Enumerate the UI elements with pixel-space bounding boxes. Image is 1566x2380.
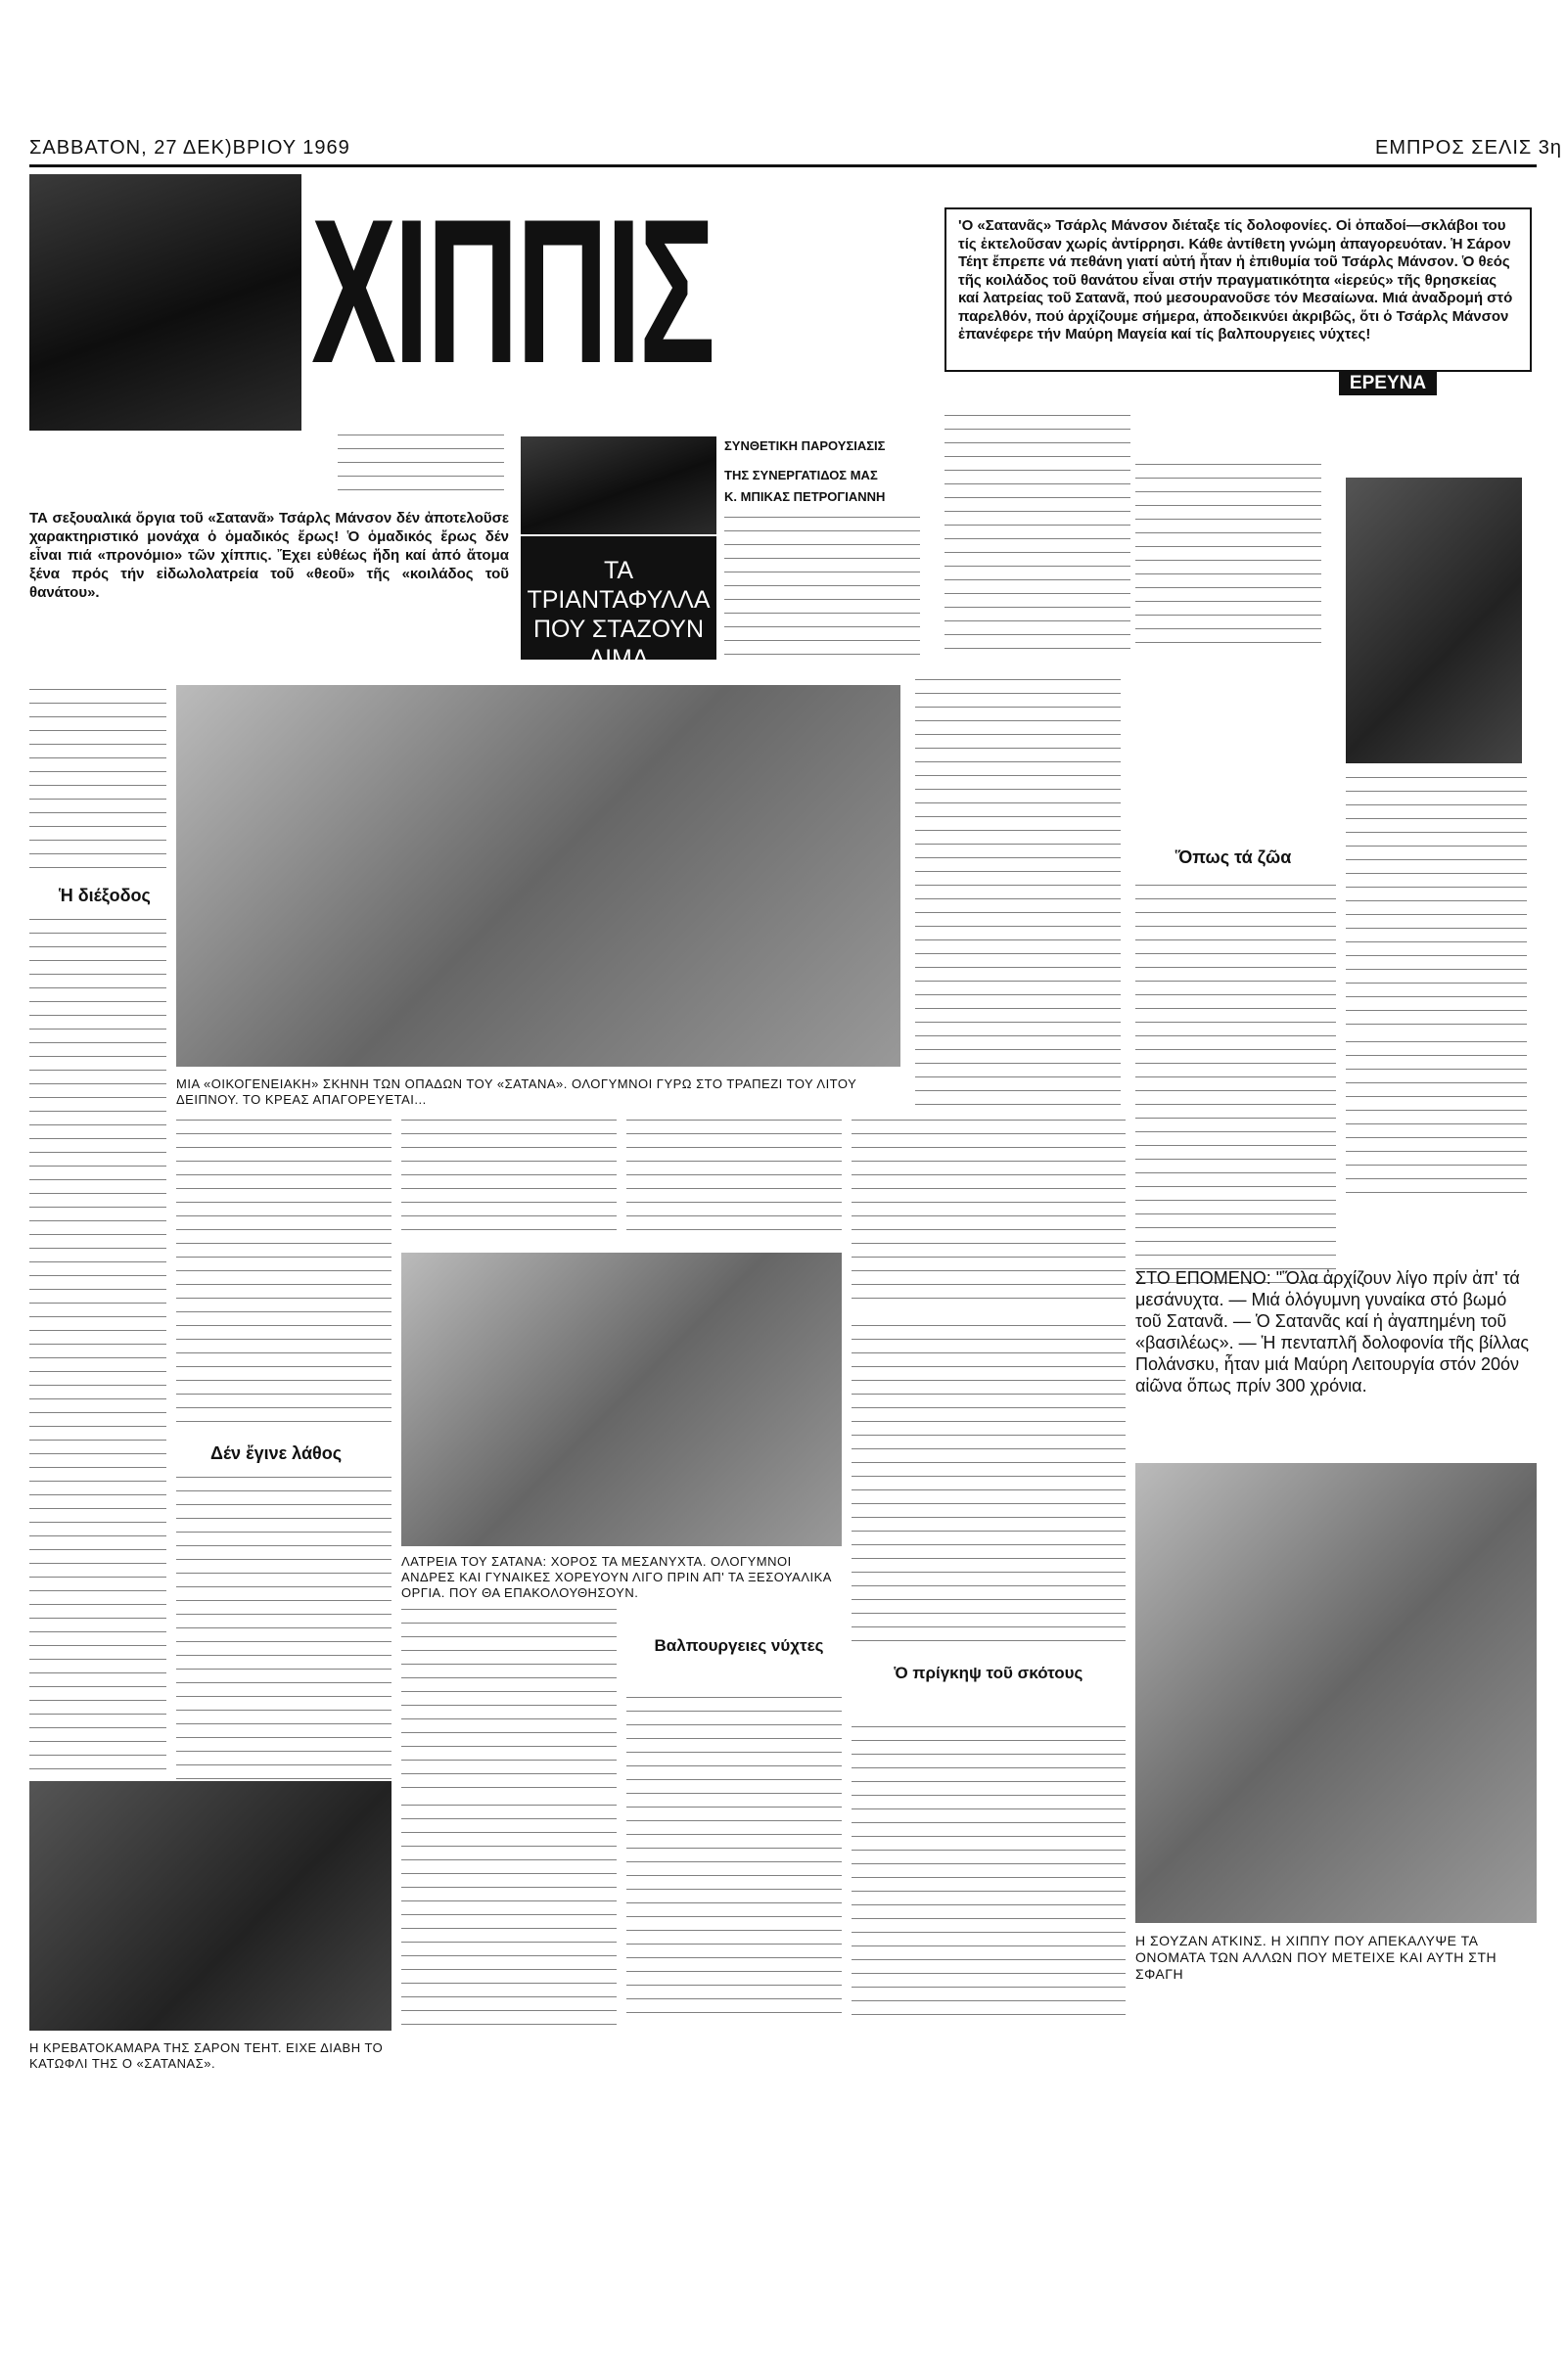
subhead-opos-ta-zoa: Ὅπως τά ζῶα bbox=[1174, 847, 1292, 867]
atkins-caption: Η ΣΟΥΖΑΝ ΑΤΚΙΝΣ. Η ΧΙΠΠΥ ΠΟΥ ΑΠΕΚΑΛΥΨΕ ΤΑ ΟΝΟΜΑΤΑ ΤΩΝ ΑΛΛΩΝ ΠΟΥ ΜΕΤΕΙΧΕ ΚΑΙ ΑΥΤΗ ΣΤΗ ΣΦΑΓΗ bbox=[1135, 1933, 1497, 1982]
portrait-photo bbox=[29, 174, 301, 431]
atkins-photo bbox=[1135, 1463, 1537, 1923]
column-text bbox=[176, 1116, 392, 1429]
lede: ΤΑ σεξουαλικά ὄργια τοῦ «Σατανᾶ» Τσάρλς Μάνσον δέν ἀποτελοῦσε χαρακτηριστικό μονάχα ὁ ὁμαδικός ἔρως! Ὁ ὁμαδικός ἔρως δέν εἶναι πιά «προνόμιο» τῶν χίππις. Ἔχει εὐθέως ἤδη καί ἀπό ἄτομα ξένα πρός τήν εἰδωλολατρεία τοῦ «θεοῦ» τῆς «κοιλάδος τοῦ θανάτου». bbox=[29, 510, 509, 601]
column-text bbox=[401, 1605, 617, 1791]
header-rule bbox=[29, 164, 1537, 167]
subhead-den-egine-lathos: Δέν ἔγινε λάθος bbox=[210, 1443, 343, 1463]
series-sub: ΤΗΣ ΣΥΝΕΡΓΑΤΙΔΟΣ ΜΑΣ bbox=[724, 468, 878, 482]
headline: ΧΙΠΠΙΣ bbox=[311, 176, 714, 406]
bedroom-caption: Η ΚΡΕΒΑΤΟΚΑΜΑΡΑ ΤΗΣ ΣΑΡΟΝ ΤΕΗΤ. ΕΙΧΕ ΔΙΑΒΗ ΤΟ ΚΑΤΩΦΛΙ ΤΗΣ Ο «ΣΑΤΑΝΑΣ». bbox=[29, 2040, 384, 2071]
subhead-prigkips: Ὁ πρίγκηψ τοῦ σκότους bbox=[894, 1664, 1083, 1682]
column-text bbox=[724, 513, 920, 660]
issue-date: ΣΑΒΒΑΤΟΝ, 27 ΔΕΚ)ΒΡΙΟΥ 1969 bbox=[29, 137, 350, 159]
column-text bbox=[1346, 773, 1527, 1028]
subhead-valpourgeies: Βαλπουργειες νύχτες bbox=[654, 1636, 824, 1655]
series-label: ΣΥΝΘΕΤΙΚΗ ΠΑΡΟΥΣΙΑΣΙΣ bbox=[724, 438, 886, 453]
bedroom-photo bbox=[29, 1781, 392, 2031]
column-text bbox=[852, 1116, 1126, 1311]
column-text bbox=[626, 1693, 842, 2026]
dinner-caption: ΜΙΑ «ΟΙΚΟΓΕΝΕΙΑΚΗ» ΣΚΗΝΗ ΤΩΝ ΟΠΑΔΩΝ ΤΟΥ «ΣΑΤΑΝΑ». ΟΛΟΓΥΜΝΟΙ ΓΥΡΩ ΣΤΟ ΤΡΑΠΕΖΙ ΤΟΥ ΛΙΤΟΥ ΔΕΙΠΝΟΥ. ΤΟ ΚΡΕΑΣ ΑΠΑΓΟΡΕΥΕΤΑΙ... bbox=[176, 1076, 857, 1107]
man-portrait bbox=[1346, 478, 1522, 763]
dance-photo bbox=[401, 1253, 842, 1546]
column-text bbox=[401, 1116, 617, 1243]
erevna-badge: ΕΡΕΥΝΑ bbox=[1339, 372, 1437, 395]
column-text bbox=[852, 1722, 1126, 2026]
intro-box: 'Ο «Σατανᾶς» Τσάρλς Μάνσον διέταξε τίς δολοφονίες. Οἱ ὀπαδοί—σκλάβοι του τίς ἐκτελοῦσαν χωρίς ἀντίρρησι. Κάθε ἀντίθετη γνώμη ἀπαγορευόταν. Ἡ Σάρον Τέητ ἔπρεπε νά πεθάνη γιατί αὐτή ἦταν ἡ ἐπιθυμία τοῦ Τσάρλς Μάνσον. Ὁ θεός τῆς κοιλάδος τοῦ θανάτου εἶναι στήν πραγματικότητα «ἱερεύς» τῆς θρησκείας καί λατρείας τοῦ Σατανᾶ, πού μεσουρανοῦσε τόν Μεσαίωνα. Μιά ἀναδρομή στό παρελθόν, πού ἀρχίζουμε σήμερα, ἀποδεικνύει ἀκριβῶς, ὅτι ὁ Τσάρλς Μάνσον ἐπανέφερε τήν Μαύρη Μαγεία καί τίς βαλπουργειες νύχτες! bbox=[944, 207, 1532, 372]
column-text bbox=[944, 411, 1130, 656]
column-text bbox=[29, 685, 166, 871]
column-text bbox=[915, 675, 1121, 1106]
page-info: ΕΜΠΡΟΣ ΣΕΛΙΣ 3η bbox=[1375, 137, 1563, 159]
small-intro-text bbox=[338, 431, 504, 501]
column-text bbox=[1135, 881, 1336, 1292]
subhead-diexodos: Ἡ διέξοδος bbox=[59, 886, 151, 905]
column-text bbox=[401, 1801, 617, 2026]
column-text bbox=[1135, 460, 1321, 656]
next-episode: ΣΤΟ ΕΠΟΜΕΝΟ: "Ὅλα ἀρχίζουν λίγο πρίν ἀπ' τά μεσάνυχτα. — Μιά ὁλόγυμνη γυναίκα στό βωμό τοῦ Σατανᾶ. — Ὁ Σατανᾶς καί ἡ ἀγαπημένη τοῦ «βασιλέως». — Ἡ πενταπλῆ δολοφονία τῆς βίλλας Πολάνσκυ, ἦταν μιά Μαύρη Λειτουργία στόν 20όν αἰῶνα ὅπως πρίν 300 χρόνια. bbox=[1135, 1268, 1530, 1396]
column-text bbox=[626, 1116, 842, 1243]
author: Κ. ΜΠΙΚΑΣ ΠΕΤΡΟΓΙΑΝΝΗ bbox=[724, 489, 886, 504]
roses-caption: ΤΑ ΤΡΙΑΝΤΑΦΥΛΛΑ ΠΟΥ ΣΤΑΖΟΥΝ ΑΙΜΑ bbox=[521, 536, 716, 660]
column-text bbox=[1346, 1037, 1527, 1194]
column-text bbox=[852, 1321, 1126, 1644]
dance-caption: ΛΑΤΡΕΙΑ ΤΟΥ ΣΑΤΑΝΑ: ΧΟΡΟΣ ΤΑ ΜΕΣΑΝΥΧΤΑ. ΟΛΟΓΥΜΝΟΙ ΑΝΔΡΕΣ ΚΑΙ ΓΥΝΑΙΚΕΣ ΧΟΡΕΥΟΥΝ ΛΙΓΟ ΠΡΙΝ ΑΠ' ΤΑ ΞΕΣΟΥΑΛΙΚΑ ΟΡΓΙΑ. ΠΟΥ ΘΑ ΕΠΑΚΟΛΟΥΘΗΣΟΥΝ. bbox=[401, 1554, 832, 1600]
dinner-photo bbox=[176, 685, 900, 1067]
roses-photo bbox=[521, 436, 716, 534]
